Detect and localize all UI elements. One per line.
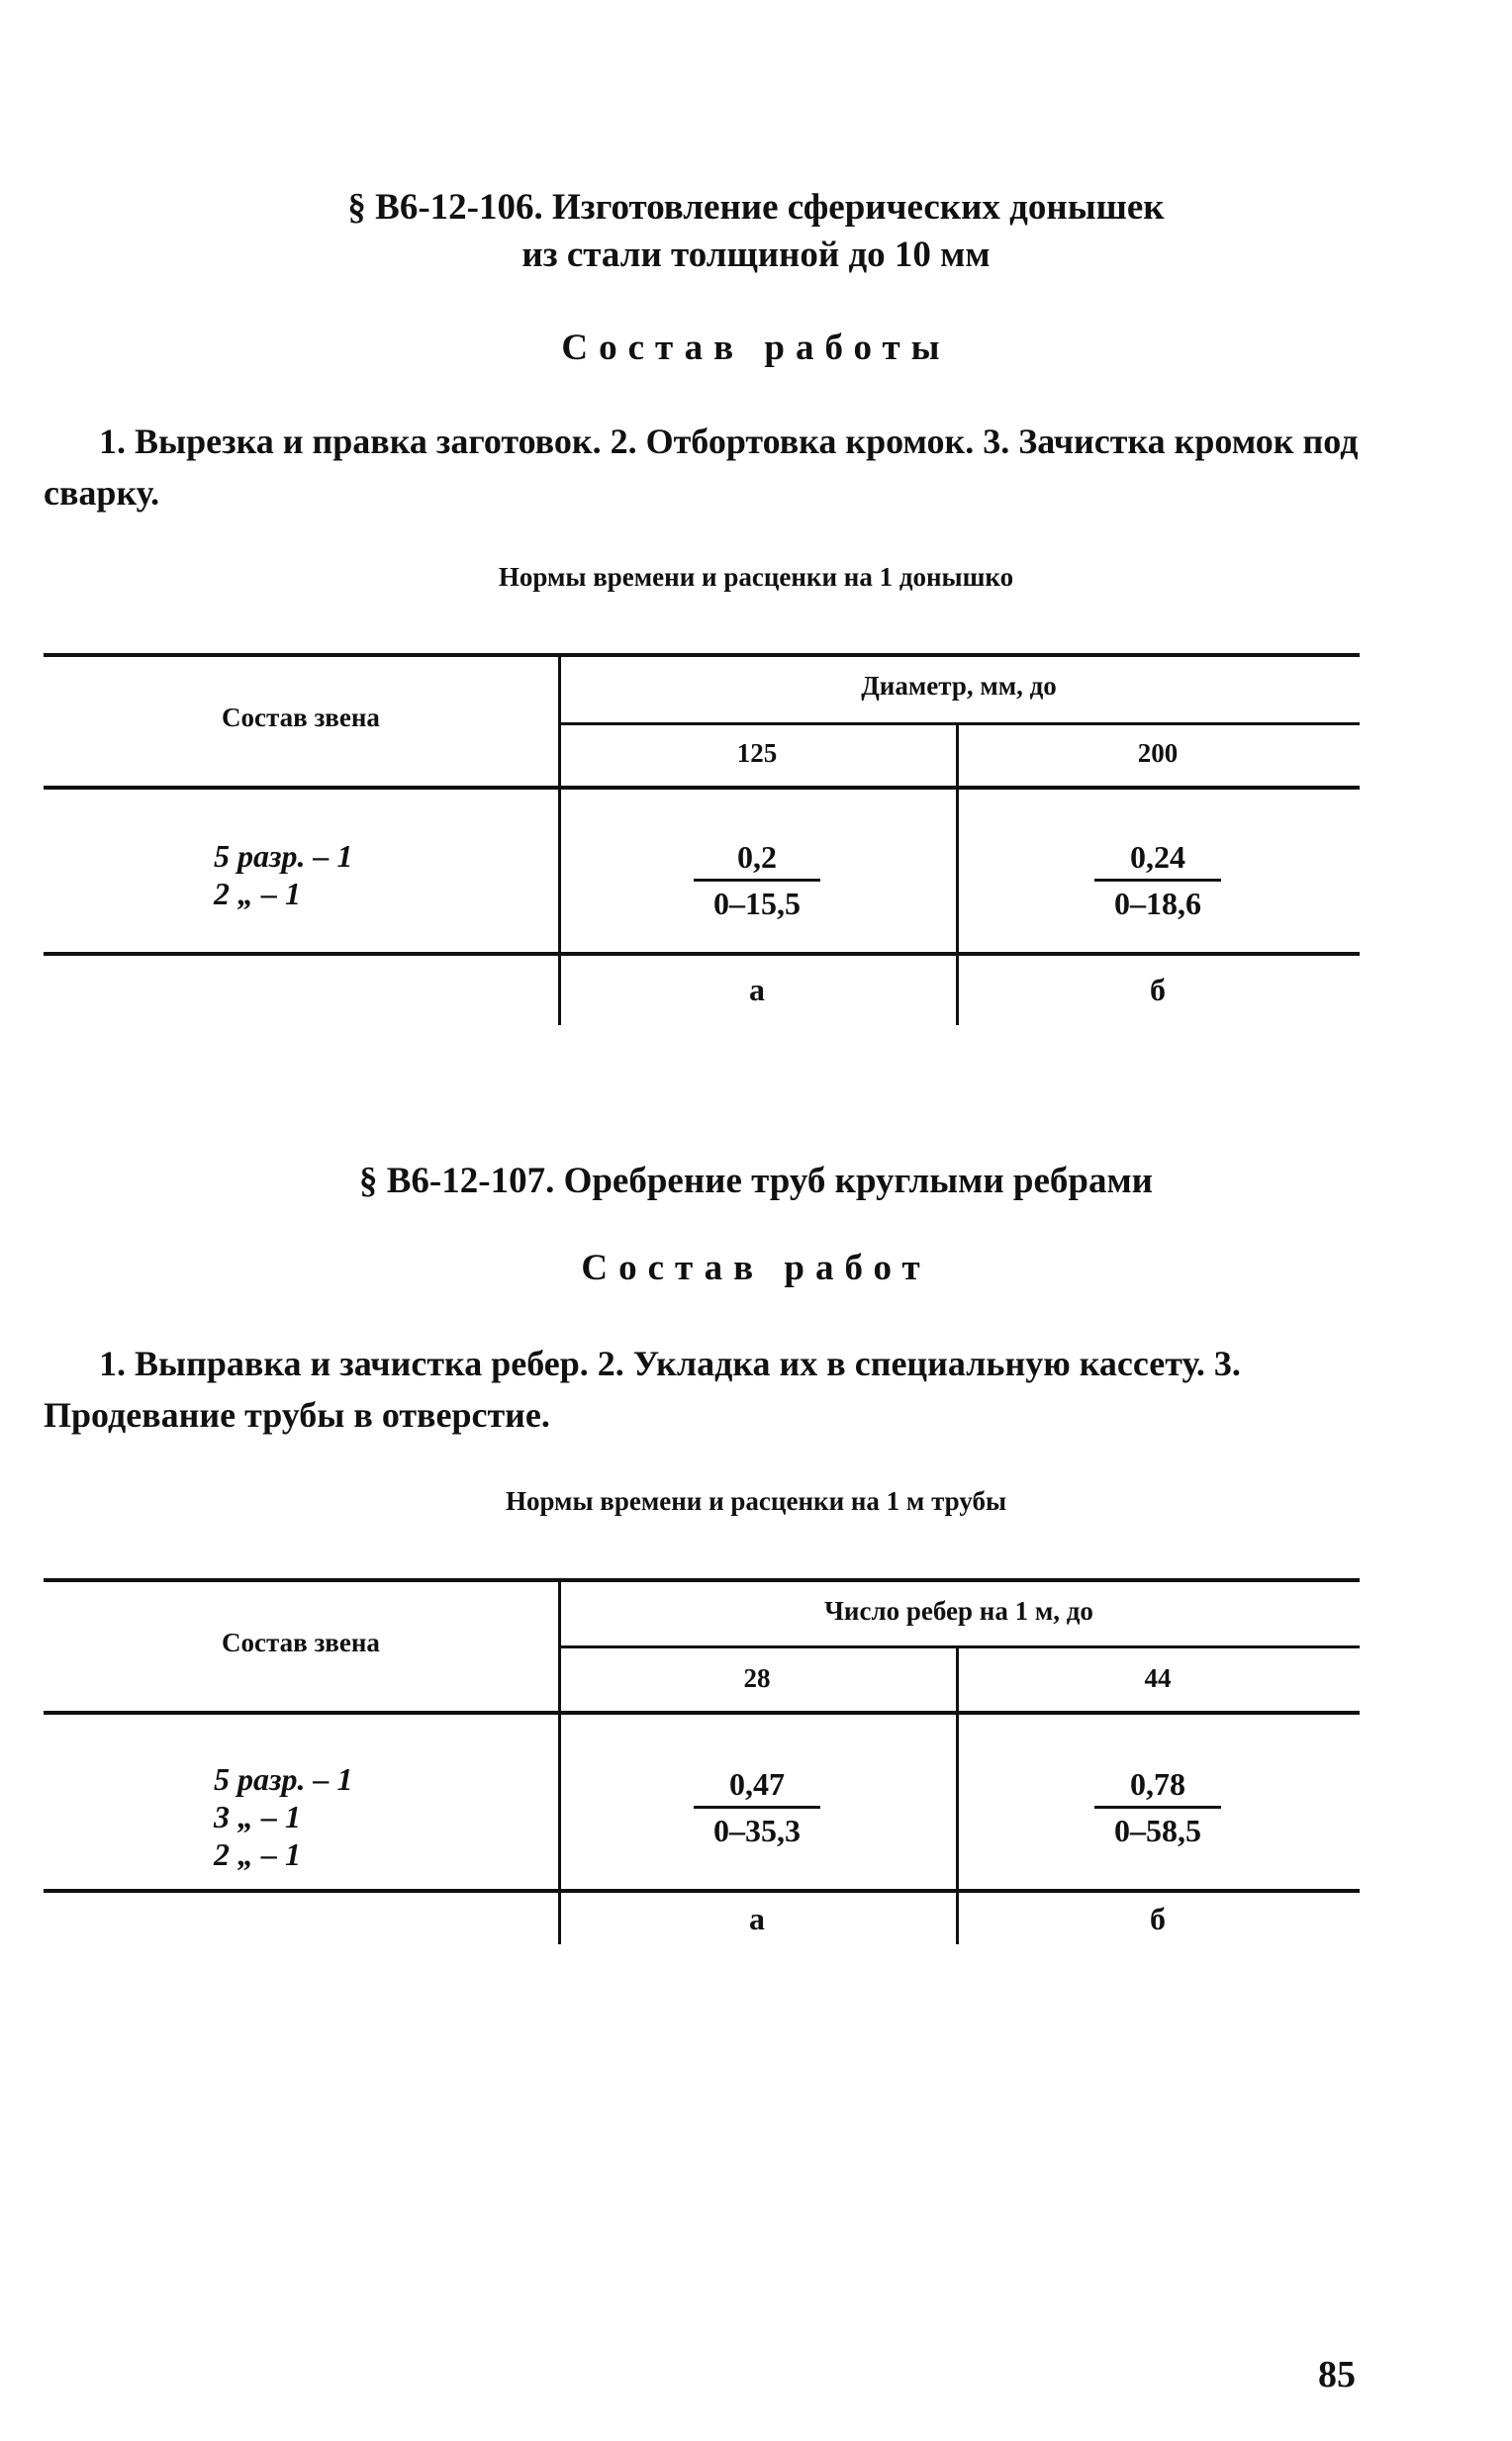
time-norm: 0,78 [1130,1766,1185,1802]
price: 0–58,5 [1114,1813,1201,1848]
section-2-composition-text-content: 1. Выправка и зачистка ребер. 2. Укладка их в специальную кассету. 3. Продевание трубы в отверстие. [44,1344,1241,1435]
crew-column-header: Состав звена [222,1628,380,1657]
column-header-1: 125 [736,738,778,768]
section-2-composition-text [44,1338,1360,1441]
norm-price-cell-b [1088,835,1227,925]
section-2-table-caption: Нормы времени и расценки на 1 м трубы [505,1486,1007,1516]
crew-composition [214,1760,352,1873]
section-1-title-line-1: § В6-12-106. Изготовление сферических донышек [347,187,1165,228]
norm-price-cell-a [688,1762,826,1852]
time-norm: 0,24 [1130,839,1185,875]
crew-column-header: Состав звена [222,703,380,732]
column-header-2: 200 [1137,738,1179,768]
norm-price-cell-a [688,835,826,925]
table-rule-header-bottom [44,786,1360,790]
section-1-composition-heading: Состав работы [561,328,951,368]
section-2-composition-heading: Состав работ [581,1248,931,1288]
table-vrule-body-mid [956,1711,959,1889]
table-rule-top [44,653,1360,657]
table-rule-header-bottom [44,1711,1360,1715]
column-letter-b: б [1150,1901,1166,1936]
crew-line: 2 „ – 1 [214,876,301,911]
crew-line: 3 „ – 1 [214,1799,301,1834]
section-1-composition-text-content: 1. Вырезка и правка заготовок. 2. Отбортовка кромок. 3. Зачистка кромок под сварку. [44,422,1359,513]
table-vrule-crew [558,653,561,1025]
table-vrule-crew [558,1578,561,1944]
column-header-1: 28 [743,1663,771,1693]
crew-composition [214,837,352,912]
column-letter-a: а [749,972,765,1007]
section-1-norms-table [44,653,1360,1029]
table-rule-body-bottom [44,952,1360,956]
section-2-title: § В6-12-107. Оребрение труб круглыми ребрами [359,1161,1153,1201]
table-rule-group [558,722,1360,725]
time-norm: 0,47 [729,1766,785,1802]
table-rule-top [44,1578,1360,1582]
crew-line: 5 разр. – 1 [214,838,353,874]
group-column-header: Число ребер на 1 м, до [824,1596,1093,1626]
table-vrule-body-mid [956,786,959,952]
crew-line: 5 разр. – 1 [214,1761,353,1797]
section-2-norms-table [44,1578,1360,1954]
column-header-2: 44 [1144,1663,1172,1693]
norm-price-cell-b [1088,1762,1227,1852]
column-letter-b: б [1150,972,1166,1007]
section-1-title-line-2: из стали толщиной до 10 мм [521,235,991,275]
section-1-composition-text [44,416,1360,518]
group-column-header: Диаметр, мм, до [861,671,1057,701]
crew-line: 2 „ – 1 [214,1836,301,1872]
price: 0–15,5 [713,886,801,921]
table-rule-group [558,1645,1360,1648]
price: 0–18,6 [1114,886,1201,921]
time-norm: 0,2 [737,839,777,875]
price: 0–35,3 [713,1813,801,1848]
table-rule-body-bottom [44,1889,1360,1893]
page-number: 85 [1318,2354,1356,2395]
section-1-table-caption: Нормы времени и расценки на 1 донышко [498,562,1014,592]
column-letter-a: а [749,1901,765,1936]
